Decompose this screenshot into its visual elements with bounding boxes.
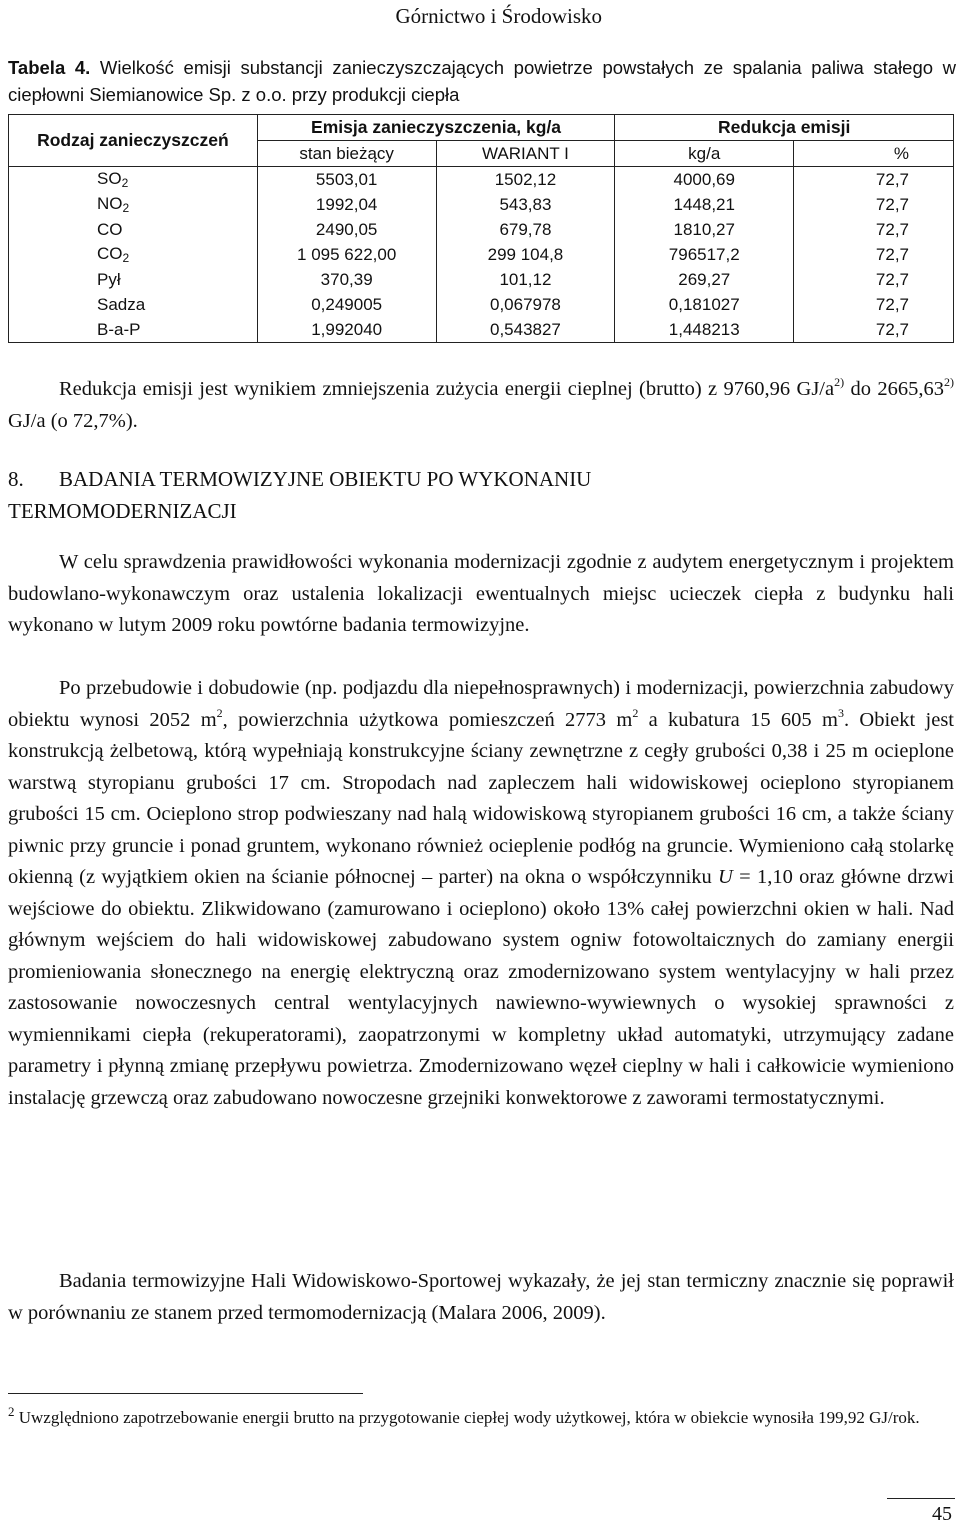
cell-pct: 72,7 [794,217,954,242]
cell-pollutant: CO [9,217,258,242]
table-row [9,167,954,193]
table-row [9,292,954,317]
cell-wariant: 0,067978 [436,292,615,317]
cell-kga: 796517,2 [615,242,794,267]
cell-pollutant: $NO_2$ [9,192,258,217]
paragraph-2 [8,673,954,1114]
p2-sup-3: 3 [837,705,844,720]
table-caption [8,54,956,108]
cell-kga: 1448,21 [615,192,794,217]
table-row [9,217,954,242]
cell-pct: 72,7 [794,292,954,317]
reduction-paragraph [8,374,954,437]
cell-stan: 1 095 622,00 [257,242,436,267]
cell-wariant: 0,543827 [436,317,615,343]
reduction-sup-2: 2) [944,375,954,389]
p2-text-d: . Obiekt jest konstrukcją żelbetową, którą wypełniają konstrukcyjne ściany zewnętrzne z cegły grubości 0,38 i 25 m ocieplone warstwą styropianu grubości 17 cm. Stropodach nad zapleczem hali widowiskowej ocieplono styropianem grubości 15 cm. Ocieplono strop podwieszany nad halą widowiskową styropianem grubości 16 cm, a także ściany piwnic przy gruncie i ponad gruntem, wykonano również ocieplenie podłóg na gruncie. Wymieniono całą stolarkę okienną (z wyjątkiem okien na ścianie północnej – parter) na okna o współczynniku [8,708,954,888]
header-emisja: Emisja zanieczyszczenia, kg/a [257,115,615,141]
table-row [9,242,954,267]
running-head: Górnictwo i Środowisko [395,4,602,28]
footnote [8,1405,954,1431]
header-redukcja: Redukcja emisji [615,115,954,141]
p2-sup-1: 2 [216,705,223,720]
table-header-row [9,115,954,141]
cell-wariant: 1502,12 [436,167,615,193]
cell-stan: 0,249005 [257,292,436,317]
cell-wariant: 679,78 [436,217,615,242]
paragraph-3: Badania termowizyjne Hali Widowiskowo-Sportowej wykazały, że jej stan termiczny znacznie się poprawił w porównaniu ze stanem przed termomodernizacją (Malara 2006, 2009). [8,1270,954,1324]
cell-stan: 2490,05 [257,217,436,242]
emission-table [8,114,954,343]
section-title-line1: BADANIA TERMOWIZYJNE OBIEKTU PO WYKONANIU [59,467,592,491]
cell-wariant: 543,83 [436,192,615,217]
cell-pollutant: Sadza [9,292,258,317]
p2-text-b: , powierzchnia użytkowa pomieszczeń 2773 m [222,708,633,731]
page-number-rule [887,1498,955,1499]
cell-stan: 1,992040 [257,317,436,343]
subheader-pct: % [794,141,954,167]
section-title-line2: TERMOMODERNIZACJI [8,499,237,523]
p2-sup-2: 2 [632,705,639,720]
cell-pct: 72,7 [794,167,954,193]
p2-text-a: Po przebudowie i dobudowie (np. podjazdu dla niepełnosprawnych) i modernizacji, powierzchnia zabudowy obiektu wynosi 2052 m [8,677,954,731]
p2-text-e: = 1,10 oraz główne drzwi wejściowe do obiektu. Zlikwidowano (zamurowano i ocieplono) około 13% całej powierzchni okien w hali. Nad głównym wejściem do hali widowiskowej zabudowano system ogniw fotowoltaicznych do zamiany energii promieniowania słonecznego na energię elektryczną oraz zmodernizowano system wentylacyjny w hali przez zastosowanie nowoczesnych central wentylacyjnych nawiewno-wywiewnych o wysokiej sprawności z wymiennikami ciepła (rekuperatorami), zaopatrzonymi w kompletny układ automatyki, utrzymujący zadane parametry i płynną zmianę przepływu powietrza. Zmodernizowano węzeł cieplny w hali i całkowicie wymieniono instalację grzewczą oraz zabudowano nowoczesne grzejniki konwektorowe z zaworami termostatycznymi. [8,866,954,1109]
subheader-kga: kg/a [615,141,794,167]
footnote-marker: 2 [8,1404,15,1419]
table-row [9,267,954,292]
footnote-text: Uwzględniono zapotrzebowanie energii brutto na przygotowanie ciepłej wody użytkowej, która w obiekcie wynosiła 199,92 GJ/rok. [18,1408,920,1427]
cell-stan: 1992,04 [257,192,436,217]
cell-pollutant: $SO_2$ [9,167,258,193]
cell-wariant: 101,12 [436,267,615,292]
p2-text-c: a kubatura 15 605 m [638,708,838,731]
cell-stan: 370,39 [257,267,436,292]
reduction-text-2: do 2665,63 [844,378,944,400]
cell-pollutant: Pył [9,267,258,292]
subheader-wariant: WARIANT I [436,141,615,167]
cell-kga: 1810,27 [615,217,794,242]
reduction-text-1: Redukcja emisji jest wynikiem zmniejszenia zużycia energii cieplnej (brutto) z 9760,96 GJ/a [59,378,835,400]
section-number: 8. [8,467,24,491]
reduction-sup-1: 2) [834,375,845,389]
table-row [9,192,954,217]
cell-wariant: 299 104,8 [436,242,615,267]
table-caption-text: Wielkość emisji substancji zanieczyszczających powietrze powstałych ze spalania paliwa stałego w ciepłowni Siemianowice Sp. z o.o. przy produkcji ciepła [8,57,957,105]
cell-kga: 0,181027 [615,292,794,317]
cell-kga: 269,27 [615,267,794,292]
section-heading [8,463,954,527]
subheader-stan: stan bieżący [257,141,436,167]
table-caption-label: Tabela 4. [8,57,91,78]
table-row [9,317,954,343]
cell-pct: 72,7 [794,192,954,217]
header-rodzaj: Rodzaj zanieczyszczeń [9,115,258,167]
page-number: 45 [932,1503,952,1525]
cell-pct: 72,7 [794,317,954,343]
cell-pct: 72,7 [794,242,954,267]
cell-pollutant: $CO_2$ [9,242,258,267]
footnote-rule [8,1393,363,1394]
cell-stan: 5503,01 [257,167,436,193]
paragraph-1: W celu sprawdzenia prawidłowości wykonania modernizacji zgodnie z audytem energetycznym i projektem budowlano-wykonawczym oraz ustalenia lokalizacji ewentualnych miejsc ucieczek ciepła z budynku hali wykonano w lutym 2009 roku powtórne badania termowizyjne. [8,551,954,636]
cell-kga: 1,448213 [615,317,794,343]
cell-kga: 4000,69 [615,167,794,193]
cell-pollutant: B-a-P [9,317,258,343]
reduction-text-3: GJ/a (o 72,7%). [8,409,138,432]
p2-u-symbol: U [718,866,733,888]
cell-pct: 72,7 [794,267,954,292]
